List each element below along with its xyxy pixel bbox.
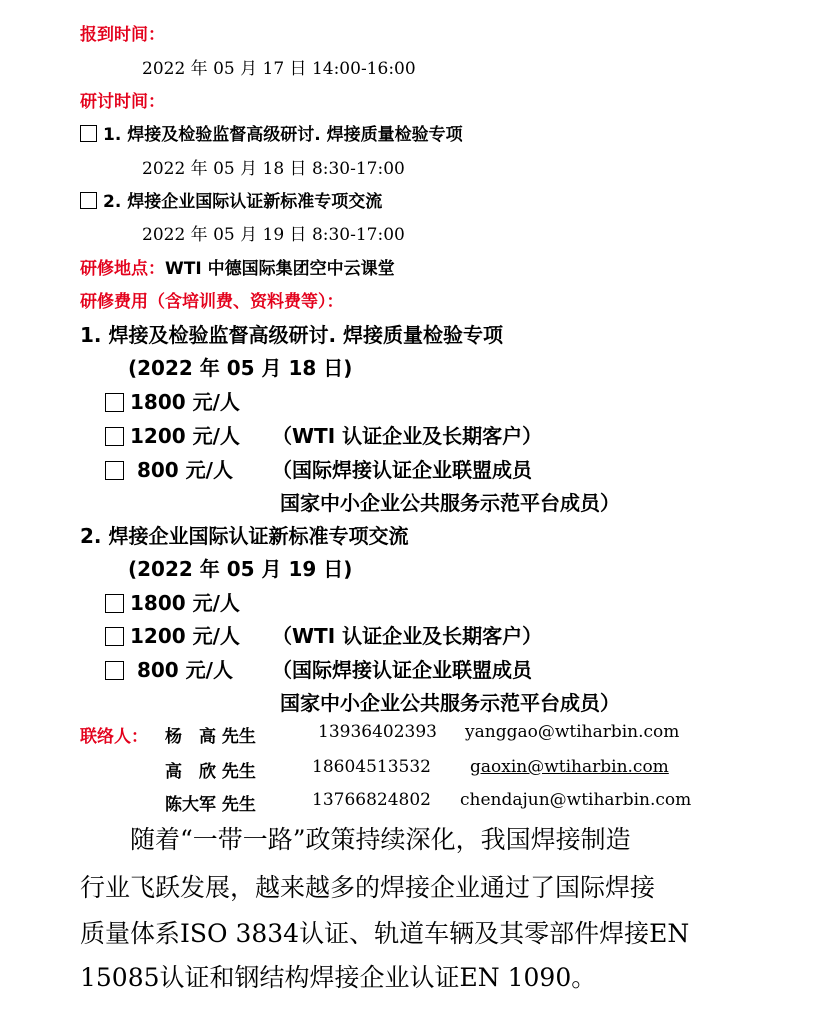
paragraph-line-4: 15085认证和钢结构焊接企业认证EN 1090。	[80, 963, 597, 992]
fee-1-option-1-price: 1800 元/人	[130, 390, 240, 414]
seminar-item-2	[80, 187, 382, 212]
fee-2-option-3	[105, 654, 233, 683]
fee-1-option-2-price: 1200 元/人	[130, 424, 240, 448]
contact-3-email[interactable]: chendajun@wtiharbin.com	[460, 790, 692, 810]
fee-2-option-2-note: （WTI 认证企业及长期客户）	[272, 624, 543, 648]
contact-2-phone: 18604513532	[312, 757, 431, 777]
contact-1-email[interactable]: yanggao@wtiharbin.com	[465, 722, 680, 742]
location-row	[80, 254, 395, 279]
seminar-1-title: 1. 焊接及检验监督高级研讨. 焊接质量检验专项	[103, 125, 463, 145]
seminar-label: 研讨时间：	[80, 92, 165, 112]
fee-section-2-date: (2022 年 05 月 19 日)	[128, 557, 353, 581]
registration-label: 报到时间：	[80, 25, 165, 45]
fee-2-option-3-checkbox[interactable]	[105, 661, 124, 680]
contacts-label: 联络人：	[80, 727, 148, 747]
seminar-2-title: 2. 焊接企业国际认证新标准专项交流	[103, 192, 383, 212]
fee-2-option-1-price: 1800 元/人	[130, 591, 240, 615]
fee-2-option-3-note2: 国家中小企业公共服务示范平台成员）	[280, 691, 620, 715]
fee-1-option-3	[105, 454, 233, 483]
contact-1-phone: 13936402393	[318, 722, 437, 742]
fee-2-option-3-price: 800 元/人	[130, 658, 233, 682]
fee-1-option-1-checkbox[interactable]	[105, 393, 124, 412]
contact-3-name: 陈大军 先生	[165, 795, 256, 815]
fee-2-option-3-note: （国际焊接认证企业联盟成员	[272, 658, 532, 682]
fee-2-option-2-price: 1200 元/人	[130, 624, 240, 648]
seminar-2-datetime: 2022 年 05 月 19 日 8:30-17:00	[142, 225, 405, 245]
paragraph-line-1: 随着“一带一路”政策持续深化，我国焊接制造	[130, 825, 631, 854]
fee-1-option-2	[105, 420, 240, 449]
seminar-1-datetime: 2022 年 05 月 18 日 8:30-17:00	[142, 159, 405, 179]
fee-2-option-1-checkbox[interactable]	[105, 594, 124, 613]
fee-section-1-date: (2022 年 05 月 18 日)	[128, 356, 353, 380]
fee-1-option-3-price: 800 元/人	[130, 458, 233, 482]
registration-datetime: 2022 年 05 月 17 日 14:00-16:00	[142, 59, 416, 79]
fee-1-option-3-note: （国际焊接认证企业联盟成员	[272, 458, 532, 482]
paragraph-line-2: 行业飞跃发展，越来越多的焊接企业通过了国际焊接	[80, 873, 656, 902]
location-value: WTI 中德国际集团空中云课堂	[165, 259, 395, 279]
fee-1-option-2-note: （WTI 认证企业及长期客户）	[272, 424, 543, 448]
fee-1-option-3-checkbox[interactable]	[105, 461, 124, 480]
contact-3-phone: 13766824802	[312, 790, 431, 810]
contact-2-name: 高 欣 先生	[165, 762, 256, 782]
contact-2-email[interactable]: gaoxin@wtiharbin.com	[470, 757, 669, 777]
fee-2-option-2-checkbox[interactable]	[105, 627, 124, 646]
paragraph-line-3: 质量体系ISO 3834认证、轨道车辆及其零部件焊接EN	[80, 919, 690, 948]
fee-section-2-title: 2. 焊接企业国际认证新标准专项交流	[80, 524, 409, 548]
contact-1-name: 杨 高 先生	[165, 727, 256, 747]
seminar-1-checkbox[interactable]	[80, 125, 97, 142]
seminar-item-1	[80, 120, 463, 145]
seminar-2-checkbox[interactable]	[80, 192, 97, 209]
fee-section-1-title: 1. 焊接及检验监督高级研讨. 焊接质量检验专项	[80, 323, 504, 347]
fee-2-option-1	[105, 587, 240, 616]
fee-2-option-2	[105, 620, 240, 649]
fee-1-option-1	[105, 386, 240, 415]
location-label: 研修地点：	[80, 259, 165, 279]
fee-1-option-3-note2: 国家中小企业公共服务示范平台成员）	[280, 491, 620, 515]
fee-1-option-2-checkbox[interactable]	[105, 427, 124, 446]
fees-label: 研修费用（含培训费、资料费等）：	[80, 292, 344, 312]
